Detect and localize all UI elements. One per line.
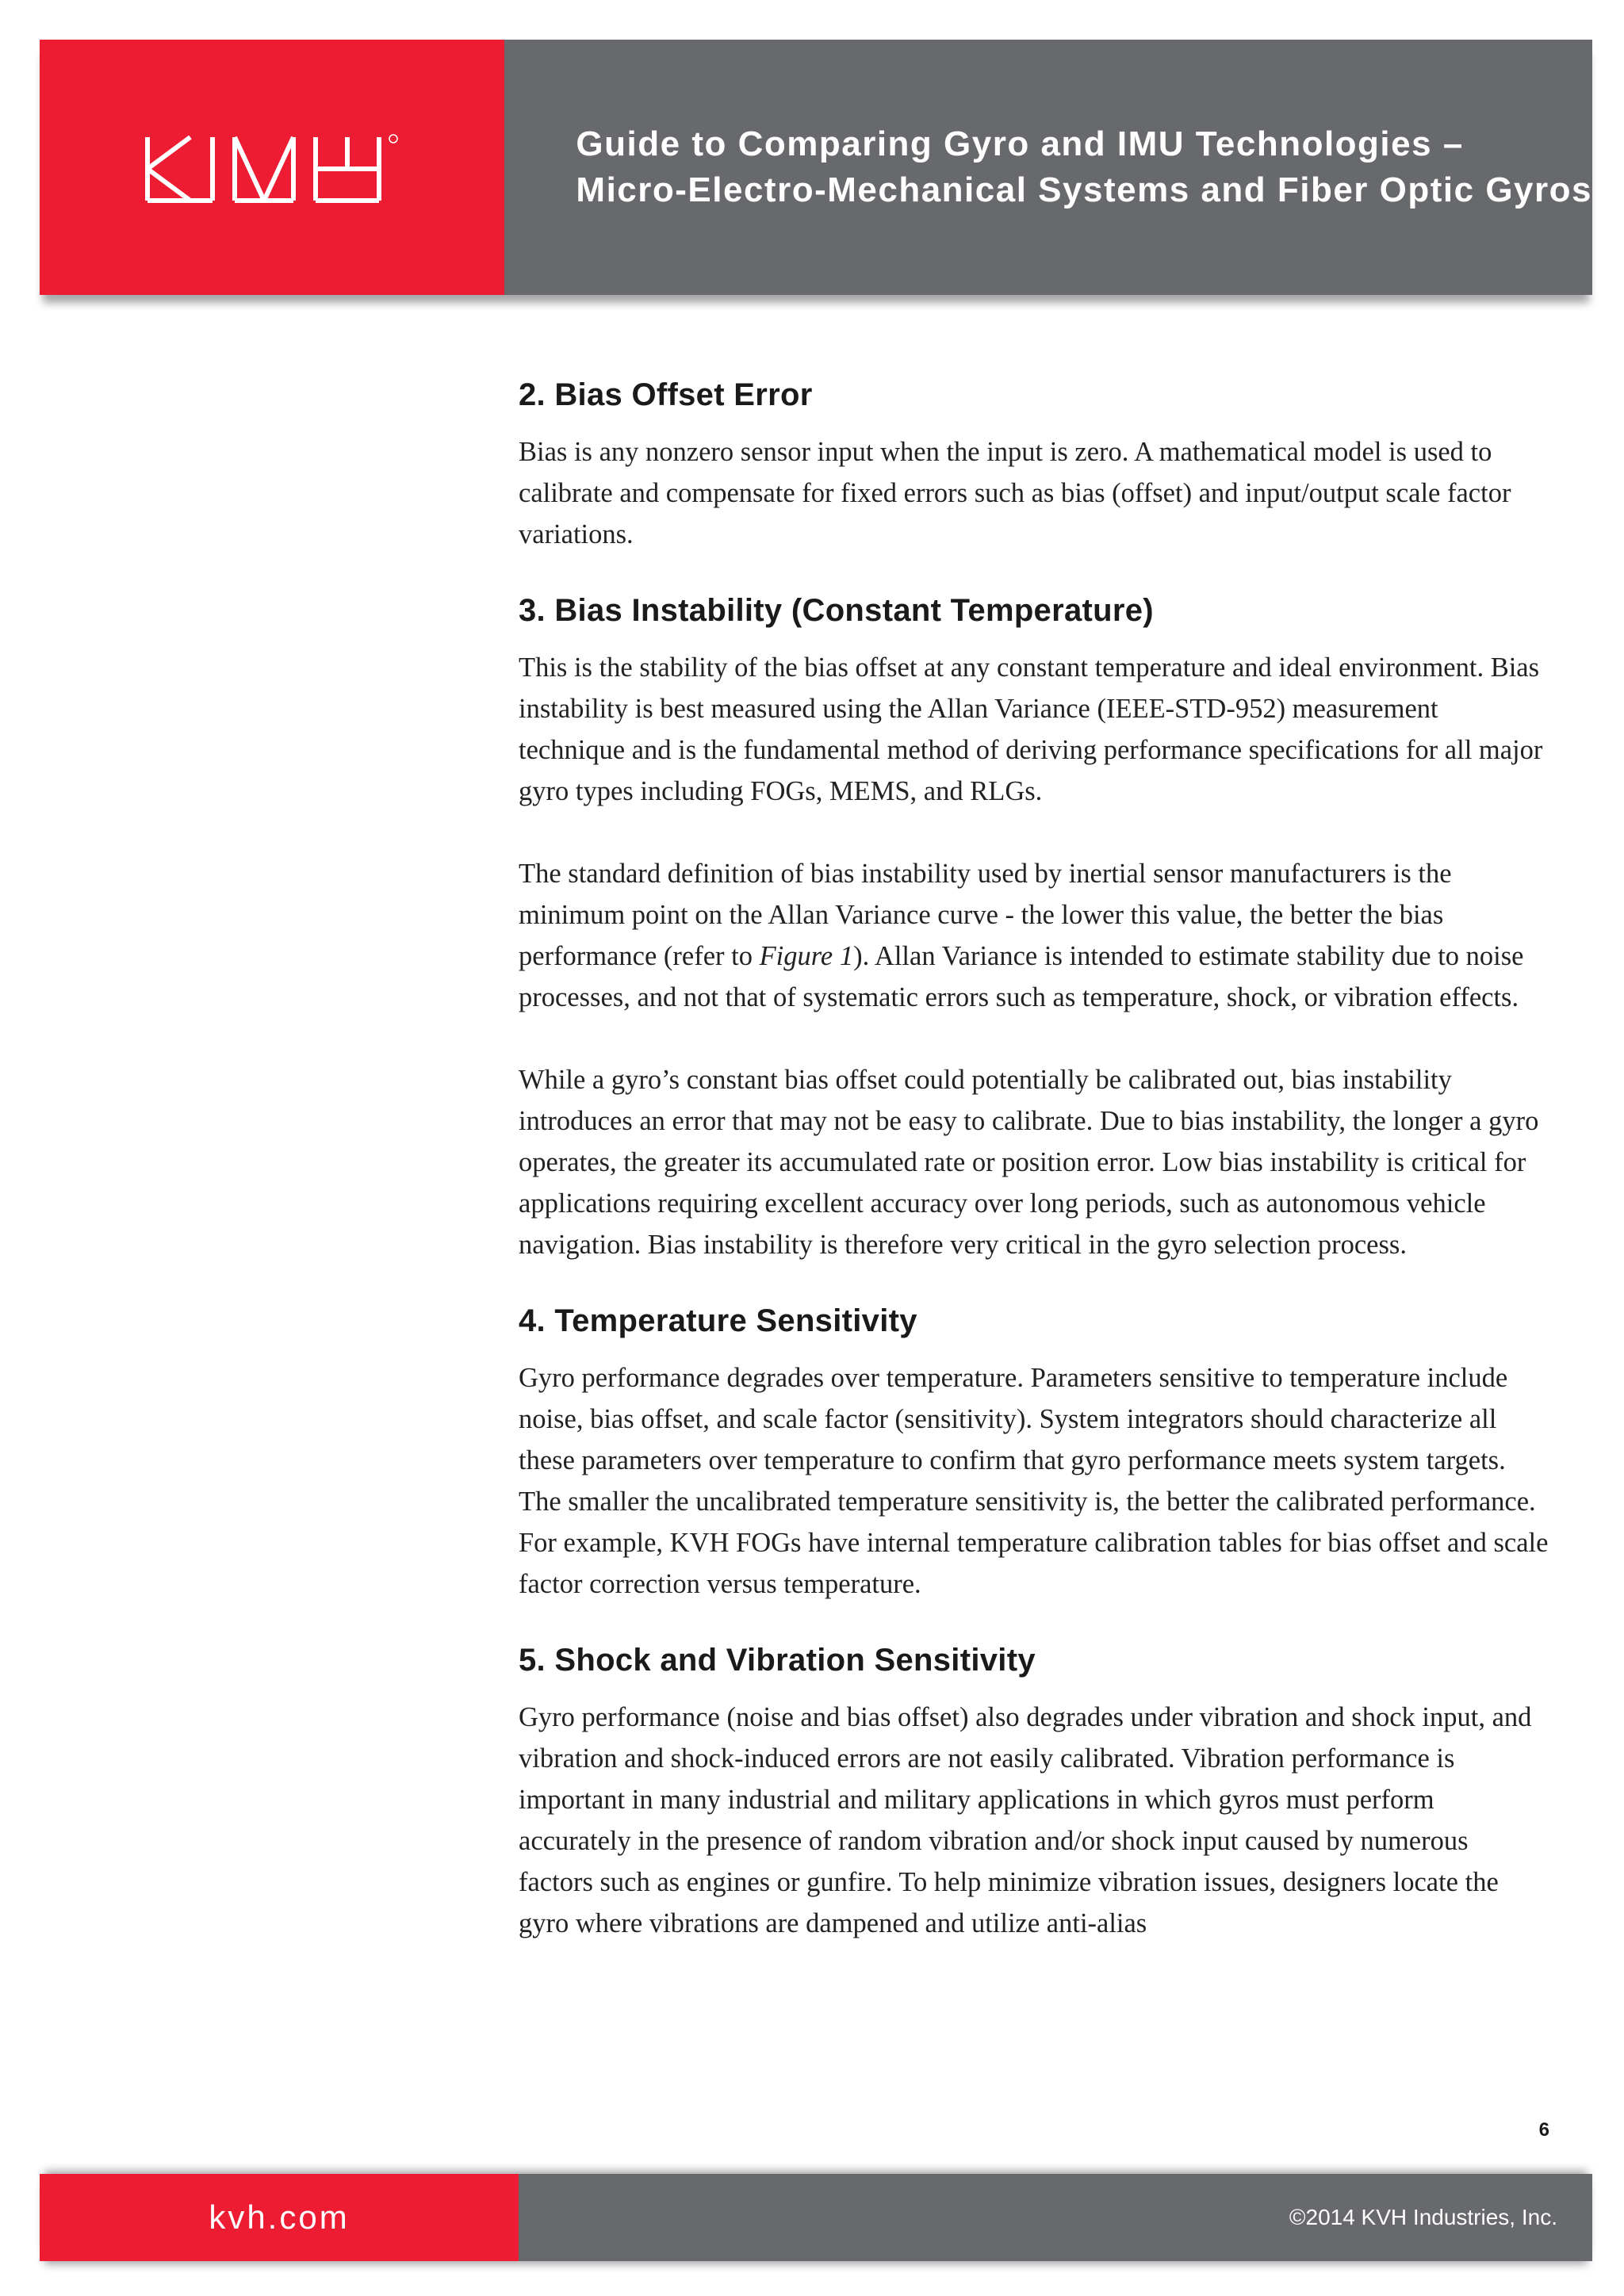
section-heading: 2. Bias Offset Error (519, 377, 813, 412)
kvh-logo (141, 128, 403, 207)
section-shock-vibration-sensitivity (519, 1638, 1549, 1944)
copyright-notice: ©2014 KVH Industries, Inc. (1289, 2205, 1557, 2229)
website-link[interactable]: kvh.com (209, 2198, 350, 2236)
paragraph: Bias is any nonzero sensor input when the input is zero. A mathematical model is used to calibrate and compensate for fixed errors such as bias (offset) and input/output scale factor variations. (519, 437, 1511, 549)
document-title-line-2: Micro-Electro-Mechanical Systems and Fiber Optic Gyros (576, 170, 1592, 209)
figure-reference: Figure 1 (759, 941, 854, 971)
page-header (40, 40, 1592, 295)
logo-panel (40, 40, 504, 295)
paragraph: Gyro performance (noise and bias offset) also degrades under vibration and shock input, and vibration and shock-induced errors are not easily calibrated. Vibration performance is important in many industrial and military applications in which gyros must perform accurately in the presence of random vibration and/or shock input caused by numerous factors such as engines or gunfire. To help minimize vibration issues, designers locate the gyro where vibrations are dampened and utilize anti-alias (519, 1702, 1532, 1938)
paragraph: While a gyro’s constant bias offset could potentially be calibrated out, bias instability introduces an error that may not be easy to calibrate. Due to bias instability, the longer a gyro operates, the greater its accumulated rate or position error. Low bias instability is critical for applications requiring excellent accuracy over long periods, such as autonomous vehicle navigation. Bias instability is therefore very critical in the gyro selection process. (519, 1065, 1539, 1260)
paragraph: Gyro performance degrades over temperature. Parameters sensitive to temperature include noise, bias offset, and scale factor (sensitivity). System integrators should characterize all these parameters over temperature to confirm that gyro performance meets system targets. The smaller the uncalibrated temperature sensitivity is, the better the calibrated performance. For example, KVH FOGs have internal temperature calibration tables for bias offset and scale factor correction versus temperature. (519, 1363, 1549, 1599)
paragraph: This is the stability of the bias offset at any constant temperature and ideal environment. Bias instability is best measured using the Allan Variance (IEEE-STD-952) measurement technique and is the fundamental method of deriving performance specifications for all major gyro types including FOGs, MEMS, and RLGs. (519, 652, 1543, 806)
paragraph (519, 853, 1549, 1018)
footer-url-panel (40, 2174, 519, 2261)
section-bias-instability (519, 588, 1549, 1265)
section-heading: 4. Temperature Sensitivity (519, 1303, 917, 1338)
footer-copyright-panel (519, 2174, 1592, 2261)
page-number: 6 (1538, 2119, 1549, 2141)
section-heading: 5. Shock and Vibration Sensitivity (519, 1643, 1036, 1678)
section-temperature-sensitivity (519, 1299, 1549, 1605)
document-title-line-1: Guide to Comparing Gyro and IMU Technologies – (576, 124, 1464, 163)
page-footer (40, 2174, 1592, 2261)
main-content (519, 373, 1549, 1977)
paragraph-text: ). Allan Variance is intended to estimate stability due to noise processes, and not that of systematic errors such as temperature, shock, or vibration effects. (519, 941, 1524, 1012)
paragraph-text: The standard definition of bias instability used by inertial sensor manufacturers is the minimum point on the Allan Variance curve - the lower this value, the better the bias performance (refer to (519, 859, 1452, 971)
section-bias-offset-error (519, 373, 1549, 555)
title-panel (504, 40, 1592, 295)
section-heading: 3. Bias Instability (Constant Temperature) (519, 593, 1154, 628)
